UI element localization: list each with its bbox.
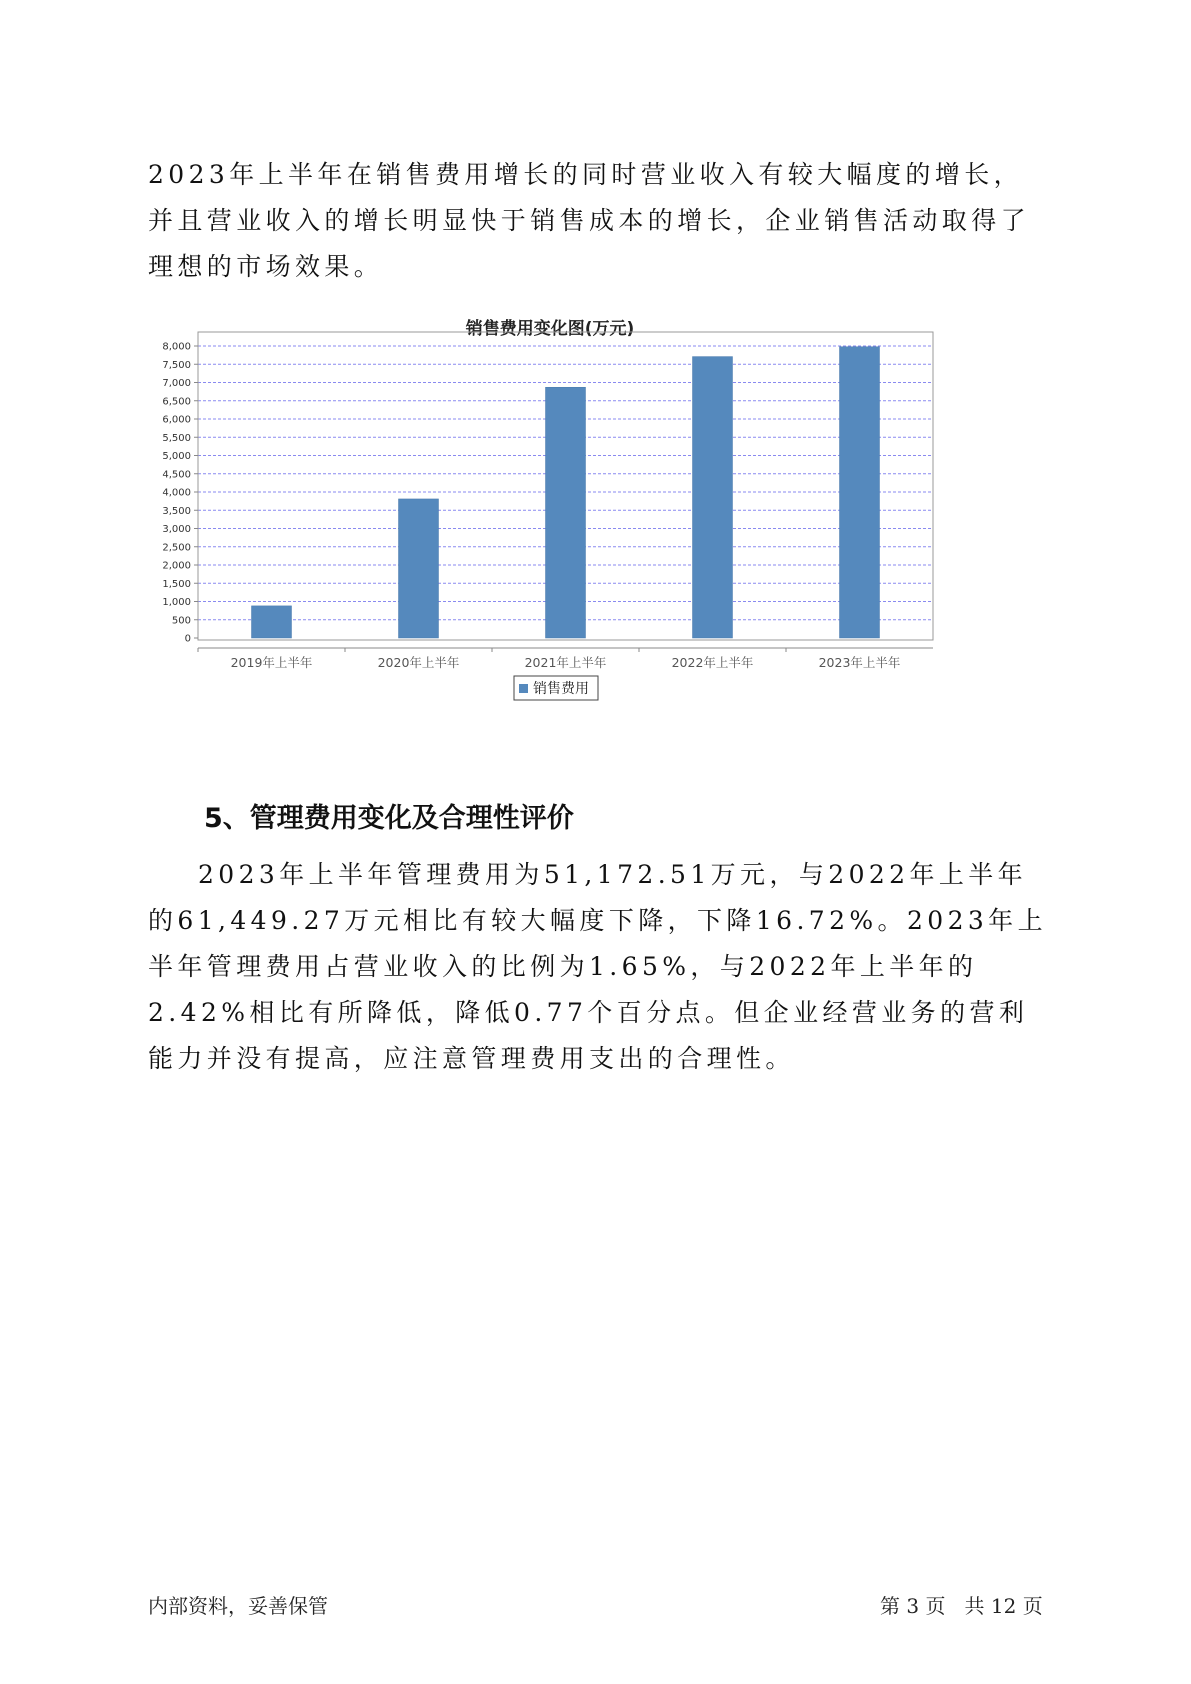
y-tick-label: 2,500 (162, 542, 191, 554)
y-tick-label: 4,500 (162, 469, 191, 481)
x-axis-ticks (198, 648, 933, 670)
x-tick-label: 2022年上半年 (671, 655, 754, 670)
legend-swatch (519, 684, 528, 693)
paragraph-admin-expense: 2023年上半年管理费用为51,172.51万元，与2022年上半年的61,449.27万元相比有较大幅度下降，下降16.72%。2023年上半年管理费用占营业收入的比例为1.65%，与2022年上半年的2.42%相比有所降低，降低0.77个百分点。但企业经营业务的营利能力并没有提高，应注意管理费用支出的合理性。 (148, 860, 1047, 1073)
y-tick-label: 5,000 (162, 451, 191, 462)
x-tick-label: 2021年上半年 (524, 655, 607, 670)
y-tick-label: 2,000 (162, 560, 191, 572)
page-number: 3 (906, 1594, 920, 1618)
sales-expense-chart (150, 310, 950, 710)
y-tick-label: 0 (184, 633, 191, 645)
bar-1 (252, 606, 292, 638)
y-tick-label: 500 (171, 615, 191, 627)
y-tick-label: 3,500 (162, 505, 191, 517)
paragraph-sales-expense: 2023年上半年在销售费用增长的同时营业收入有较大幅度的增长，并且营业收入的增长明显快于销售成本的增长，企业销售活动取得了理想的市场效果。 (148, 160, 1031, 281)
y-tick-label: 5,500 (162, 432, 191, 444)
y-tick-label: 6,500 (162, 396, 191, 408)
y-tick-label: 6,000 (162, 414, 191, 426)
footer-page-info (880, 1590, 1043, 1619)
bar-4 (693, 357, 733, 638)
page-label-prefix: 第 (880, 1594, 900, 1618)
y-tick-label: 7,500 (162, 359, 191, 371)
y-tick-label: 1,500 (162, 578, 191, 590)
page-label-suffix: 页 (925, 1594, 946, 1618)
x-tick-label: 2019年上半年 (230, 655, 313, 670)
footer-confidential-note: 内部资料，妥善保管 (148, 1594, 328, 1618)
x-tick-label: 2020年上半年 (377, 655, 460, 670)
y-tick-label: 4,000 (162, 487, 191, 499)
y-tick-label: 1,000 (162, 597, 191, 608)
section-heading: 5、管理费用变化及合理性评价 (204, 803, 574, 834)
y-tick-label: 8,000 (162, 341, 191, 353)
y-tick-label: 3,000 (162, 524, 191, 535)
bar-3 (546, 387, 586, 638)
x-tick-label: 2023年上半年 (818, 655, 901, 670)
y-tick-label: 7,000 (162, 378, 191, 389)
total-label-suffix: 页 (1022, 1594, 1043, 1618)
legend-label: 销售费用 (533, 681, 589, 697)
y-axis-ticks (162, 342, 198, 645)
bar-5 (840, 347, 880, 638)
total-pages: 12 (990, 1594, 1017, 1618)
total-label-prefix: 共 (964, 1594, 985, 1618)
chart-title: 销售费用变化图(万元) (465, 319, 635, 339)
bar-2 (399, 499, 439, 638)
chart-legend (514, 676, 598, 700)
